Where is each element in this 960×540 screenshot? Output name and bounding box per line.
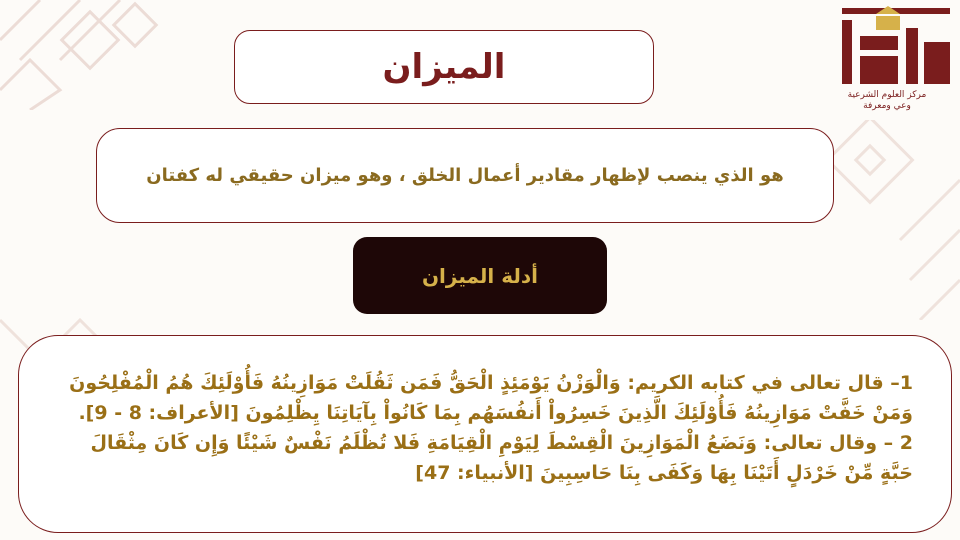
evidence-heading-box: [353, 237, 607, 314]
definition-text: هو الذي ينصب لإظهار مقادير أعمال الخلق ، وهو ميزان حقيقي له كفتان: [146, 165, 784, 186]
verse-2: 2 – وقال تعالى: وَنَضَعُ الْمَوَازِينَ الْقِسْطَ لِيَوْمِ الْقِيَامَةِ فَلا تُظْلَمُ نَفْسٌ شَيْئًا وَإِن كَانَ مِثْقَالَ حَبَّةٍ مِّنْ خَرْدَلٍ أَتَيْنَا بِهَا وَكَفَى بِنَا حَاسِبِينَ [الأنبياء: 47]: [90, 432, 913, 484]
page-title: الميزان: [382, 47, 506, 87]
logo-line-1: مركز العلوم الشرعية: [847, 90, 927, 100]
evidence-heading: أدلة الميزان: [421, 263, 539, 288]
title-box: [234, 30, 654, 104]
corner-ornament-top-left: [0, 0, 170, 110]
logo-line-2: وعي ومعرفة: [863, 101, 911, 111]
verse-1: 1– قال تعالى في كتابه الكريم: وَالْوَزْنُ يَوْمَئِذٍ الْحَقُّ فَمَن ثَقُلَتْ مَوَازِينُهُ فَأُوْلَئِكَ هُمُ الْمُفْلِحُونَ وَمَنْ خَفَّتْ مَوَازِينُهُ فَأُوْلَئِكَ الَّذِينَ خَسِرُواْ أَنفُسَهُم بِمَا كَانُواْ بِآيَاتِنَا يِظْلِمُونَ [الأعراف: 8 - 9].: [69, 372, 913, 424]
brand-logo: [836, 6, 956, 110]
verses-box: [18, 335, 952, 533]
definition-box: [96, 128, 834, 223]
